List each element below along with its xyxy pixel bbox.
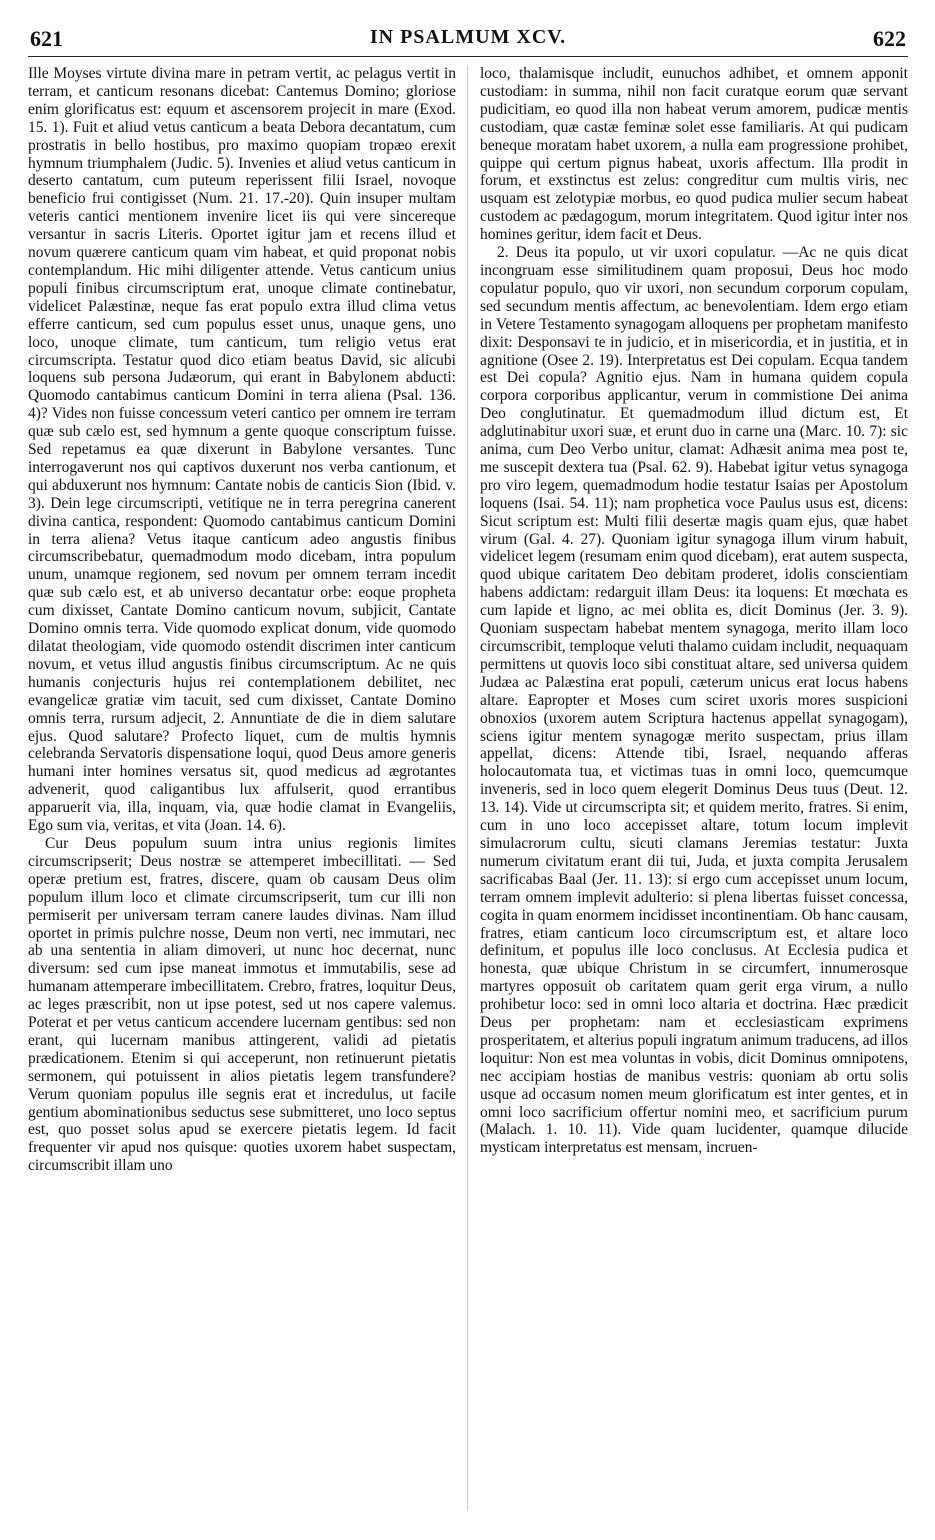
paragraph: loco, thalamisque includit, eunuchos adhibet, et omnem apponit custodiam: in summa, nihil non facit curatque eorum quæ servant pudicitiam, eo quod illa non habeat verum amorem, pudicæ mentis custodiam, quæ castæ feminæ solet esse familiaris. At qui pudicam beneque moratam habet uxorem, a nulla eam progressione prohibet, quippe qui certum pignus habeat, uxoris affectum. Illa prodit in forum, et exstinctus est zelus: congreditur cum multis viris, nec usquam est zelotypiæ morbus, eo quod pudica mulier secum habeat custodem ac pædagogum, morum integritatem. Quod igitur inter nos homines geritur, idem facit et Deus. (480, 65, 908, 244)
right-column (480, 65, 908, 1511)
text-columns (28, 65, 908, 1511)
paragraph: Ille Moyses virtute divina mare in petram vertit, ac pelagus vertit in terram, et canticum resonans dicebat: Cantemus Domino; gloriose enim glorificatus est: equum et ascensorem projecit in mare (Exod. 15. 1). Fuit et aliud vetus canticum a beata Debora decantatum, cum prostratis in bello hostibus, pro maximo quopiam tropæo erexit hymnum triumphalem (Judic. 5). Invenies et aliud vetus canticum in deserto cantatum, cum puteum reperissent filii Israel, novoque beneficio frui contigisset (Num. 21. 17.-20). Quin insuper multam veteris cantici mentionem invenire licet iis qui vere sincereque versantur in sacris Literis. Oportet igitur jam et recens illud et novum quærere canticum quam vim habeat, et quid proponat nobis contemplandum. Hic mihi diligenter attende. Vetus canticum unius populi finibus circumscriptum erat, unoque climate continebatur, videlicet Palæstinæ, neque fas erat populo extra illud clima vetus efferre canticum, sed cum populus esset unus, unaque gens, uno loco, unoque climate, tum canticum, tum religio vetus erat circumscripta. Testatur quod dico etiam beatus David, sic alicubi loquens sub persona Judæorum, qui erant in Babylonem abducti: Quomodo cantabimus canticum Domini in terra aliena (Psal. 136. 4)? Vides non fuisse concessum veteri cantico per omnem ire terram quæ sub cælo est, sed hymnum a gente quoque conscriptum fuisse. Sed repetamus ea quæ dixerunt in Babylone versantes. Tunc interrogaverunt nos qui captivos duxerunt nos verba cantionum, et qui abduxerunt nos hymnum: Cantate nobis de canticis Sion (Ibid. v. 3). Dein lege circumscripti, vetitique ne in terra peregrina canerent divina cantica, respondent: Quomodo cantabimus canticum Domini in terra aliena? Vetus itaque canticum adeo angustis finibus circumscribebatur, quemadmodum modo dicebam, intra populum unum, unamque regionem, sed novum per omnem terram incedit quæ sub cælo est, et ab universo decantatur orbe: eoque propheta cum dixisset, Cantate Domino canticum novum, subjicit, Cantate Domino omnis terra. Vide quomodo explicat donum, vide quomodo dilatat theologiam, vide quomodo ostendit discrimen inter canticum novum, et vetus illud angustis finibus circumscriptum. Ac ne quis humanis conjecturis hujus rei contemplationem debilitet, nec evangelicæ gratiæ vim tacuit, sed cum dixisset, Cantate Domino omnis terra, rursum adjecit, 2. Annuntiate de die in diem salutare ejus. Quod salutare? Profecto liquet, cum de multis hymnis celebranda Servatoris dispensatione loqui, quod Deus amore generis humani inter homines versatus sit, quod medicus ad ægrotantes advenerit, quod caligantibus lux affulserit, quod errantibus apparuerit via, illa, inquam, via, quæ hodie clamat in Evangeliis, Ego sum via, veritas, et vita (Joan. 14. 6). (28, 65, 456, 835)
left-column (28, 65, 456, 1511)
page-title: IN PSALMUM XCV. (369, 26, 567, 48)
right-column-number: 622 (873, 26, 906, 51)
running-head (28, 22, 908, 57)
column-divider (467, 65, 468, 1511)
paragraph: Cur Deus populum suum intra unius regionis limites circumscripserit; Deus nostræ se attemperet imbecillitati. — Sed operæ pretium est, fratres, discere, quam ob causam Deus olim populum illum loco et climate circumscripserit, tum cur illi non permiserit per universam terram canere laudes divinas. Nam illud oportet in primis pulchre nosse, Deum non verti, nec immutari, nec ab una sententia in aliam dimoveri, ut nunc hoc decernat, nunc diversum: sed cum ipse maneat immotus et immutabilis, sese ad humanam attemperare imbecillitatem. Crebro, fratres, loquitur Deus, ac leges præscribit, non ut ipse potest, sed ut nos capere valemus. Poterat et per vetus canticum accendere lucernam gentibus: sed non erant, qui lucernam manibus attingerent, validi ad pietatis prædicationem. Etenim si qui acceperunt, non retinuerunt pietatis sermonem, qui potuissent in alios pietatis legem transfundere? Verum quoniam populus ille segnis erat et incredulus, ut facile gentium abominationibus seductus sese submitteret, uno loco septus est, quo posset solus apud se exercere pietatis legem. Id facit frequenter vir apud nos quisque: quoties uxorem habet suspectam, circumscribit illam uno (28, 834, 456, 1175)
left-column-number: 621 (30, 26, 63, 51)
page (28, 22, 908, 1522)
paragraph: 2. Deus ita populo, ut vir uxori copulatur. —Ac ne quis dicat incongruam esse similitudinem quam proposui, Deus hoc modo copulatur populo, quo vir uxori, non secundum corporum copulam, sed secundum mentis affectum, ac benevolentiam. Idem ergo etiam in Vetere Testamento synagogam alloquens per prophetam manifesto dixit: Desponsavi te in judicio, et in misericordia, et in justitia, et in agnitione (Osee 2. 19). Interpretatus est Dei copulam. Ecqua tandem est Dei copula? Agnitio ejus. Nam in humana quidem copula corpora corporibus applicantur, verum in commistione Dei anima Deo conglutinatur. Et quemadmodum illud dictum est, Et adglutinabitur uxori suæ, et erunt duo in carne una (Marc. 10. 7): sic anima, cum Deo Verbo unitur, clamat: Adhæsit anima mea post te, me suscepit dextera tua (Psal. 62. 9). Habebat igitur vetus synagoga pro viro legem, quemadmodum hodie testatur Isaias per Apostolum loquens (Isai. 54. 11); nam prophetica voce Paulus usus est, dicens: Sicut scriptum est: Multi filii desertæ magis quam ejus, quæ habet virum (Gal. 4. 27). Quoniam igitur synagoga illum virum habuit, videlicet legem (resumam enim quod dicebam), erat autem suspecta, quod ubique caritatem Deo debitam proderet, idolis conscientiam habens addictam: redarguit illam Deus: ita loquens: Et mœchata es cum lapide et ligno, ac mei oblita es, dicit Dominus (Jer. 3. 9). Quoniam suspectam habebat mentem synagoga, merito illam loco circumscribit, temploque veluti thalamo cuidam includit, nequaquam permittens ut quovis loco sibi constituat altare, sed universa quidem Judæa ac Palæstina erat populi, cæterum unicus erat locus habens altare. Eapropter et Moses cum sciret uxoris mores suspicioni obnoxios (uxorem autem Scriptura hactenus appellat synagogam), sciens igitur mentem synagogæ merito suspectam, prius illam appellat, dicens: Attende tibi, Israel, nequando afferas holocautomata tua, et victimas tuas in omni loco, quemcumque inveneris, sed in loco quem elegerit Dominus Deus tuus (Deut. 12. 13. 14). Vide ut circumscripta sit; et quidem merito, fratres. Si enim, cum in uno loco accepisset altare, totum locum implevit simulacrorum cultu, sicuti clamans Jeremias testatur: Juxta numerum civitatum erant dii tui, Juda, et juxta compita Jerusalem sacrificabas Baal (Jer. 11. 13): si ergo cum accepisset unum locum, terram omnem implevit adulterio: si plena libertas fuisset concessa, cogita in quam enormem incidisset incontinentiam. Ob hanc causam, fratres, etiam canticum loco circumscriptum est, et altare loco definitum, et populus ille loco conclusus. At Ecclesia pudica et honesta, quæ ubique Christum in se circumfert, innumerosque martyres opposuit ob caritatem quam gerit erga virum, a nullo prohibetur loco: sed in omni loco altaria et doctrina. Hæc prædicit Deus per prophetam: nam et ecclesiasticam exprimens prosperitatem, et alterius populi ingratum animum traducens, ad illos loquitur: Non est mea voluntas in vobis, dicit Dominus omnipotens, nec accipiam hostias de manibus vestris: quoniam ab ortu solis usque ad occasum nomen meum glorificatum est inter gentes, et in omni loco sacrificium offertur nomini meo, et sacrificium purum (Malach. 1. 10. 11). Vide quam lucidenter, quamque dilucide mysticam interpretatus est mensam, incruen- (480, 244, 908, 1157)
